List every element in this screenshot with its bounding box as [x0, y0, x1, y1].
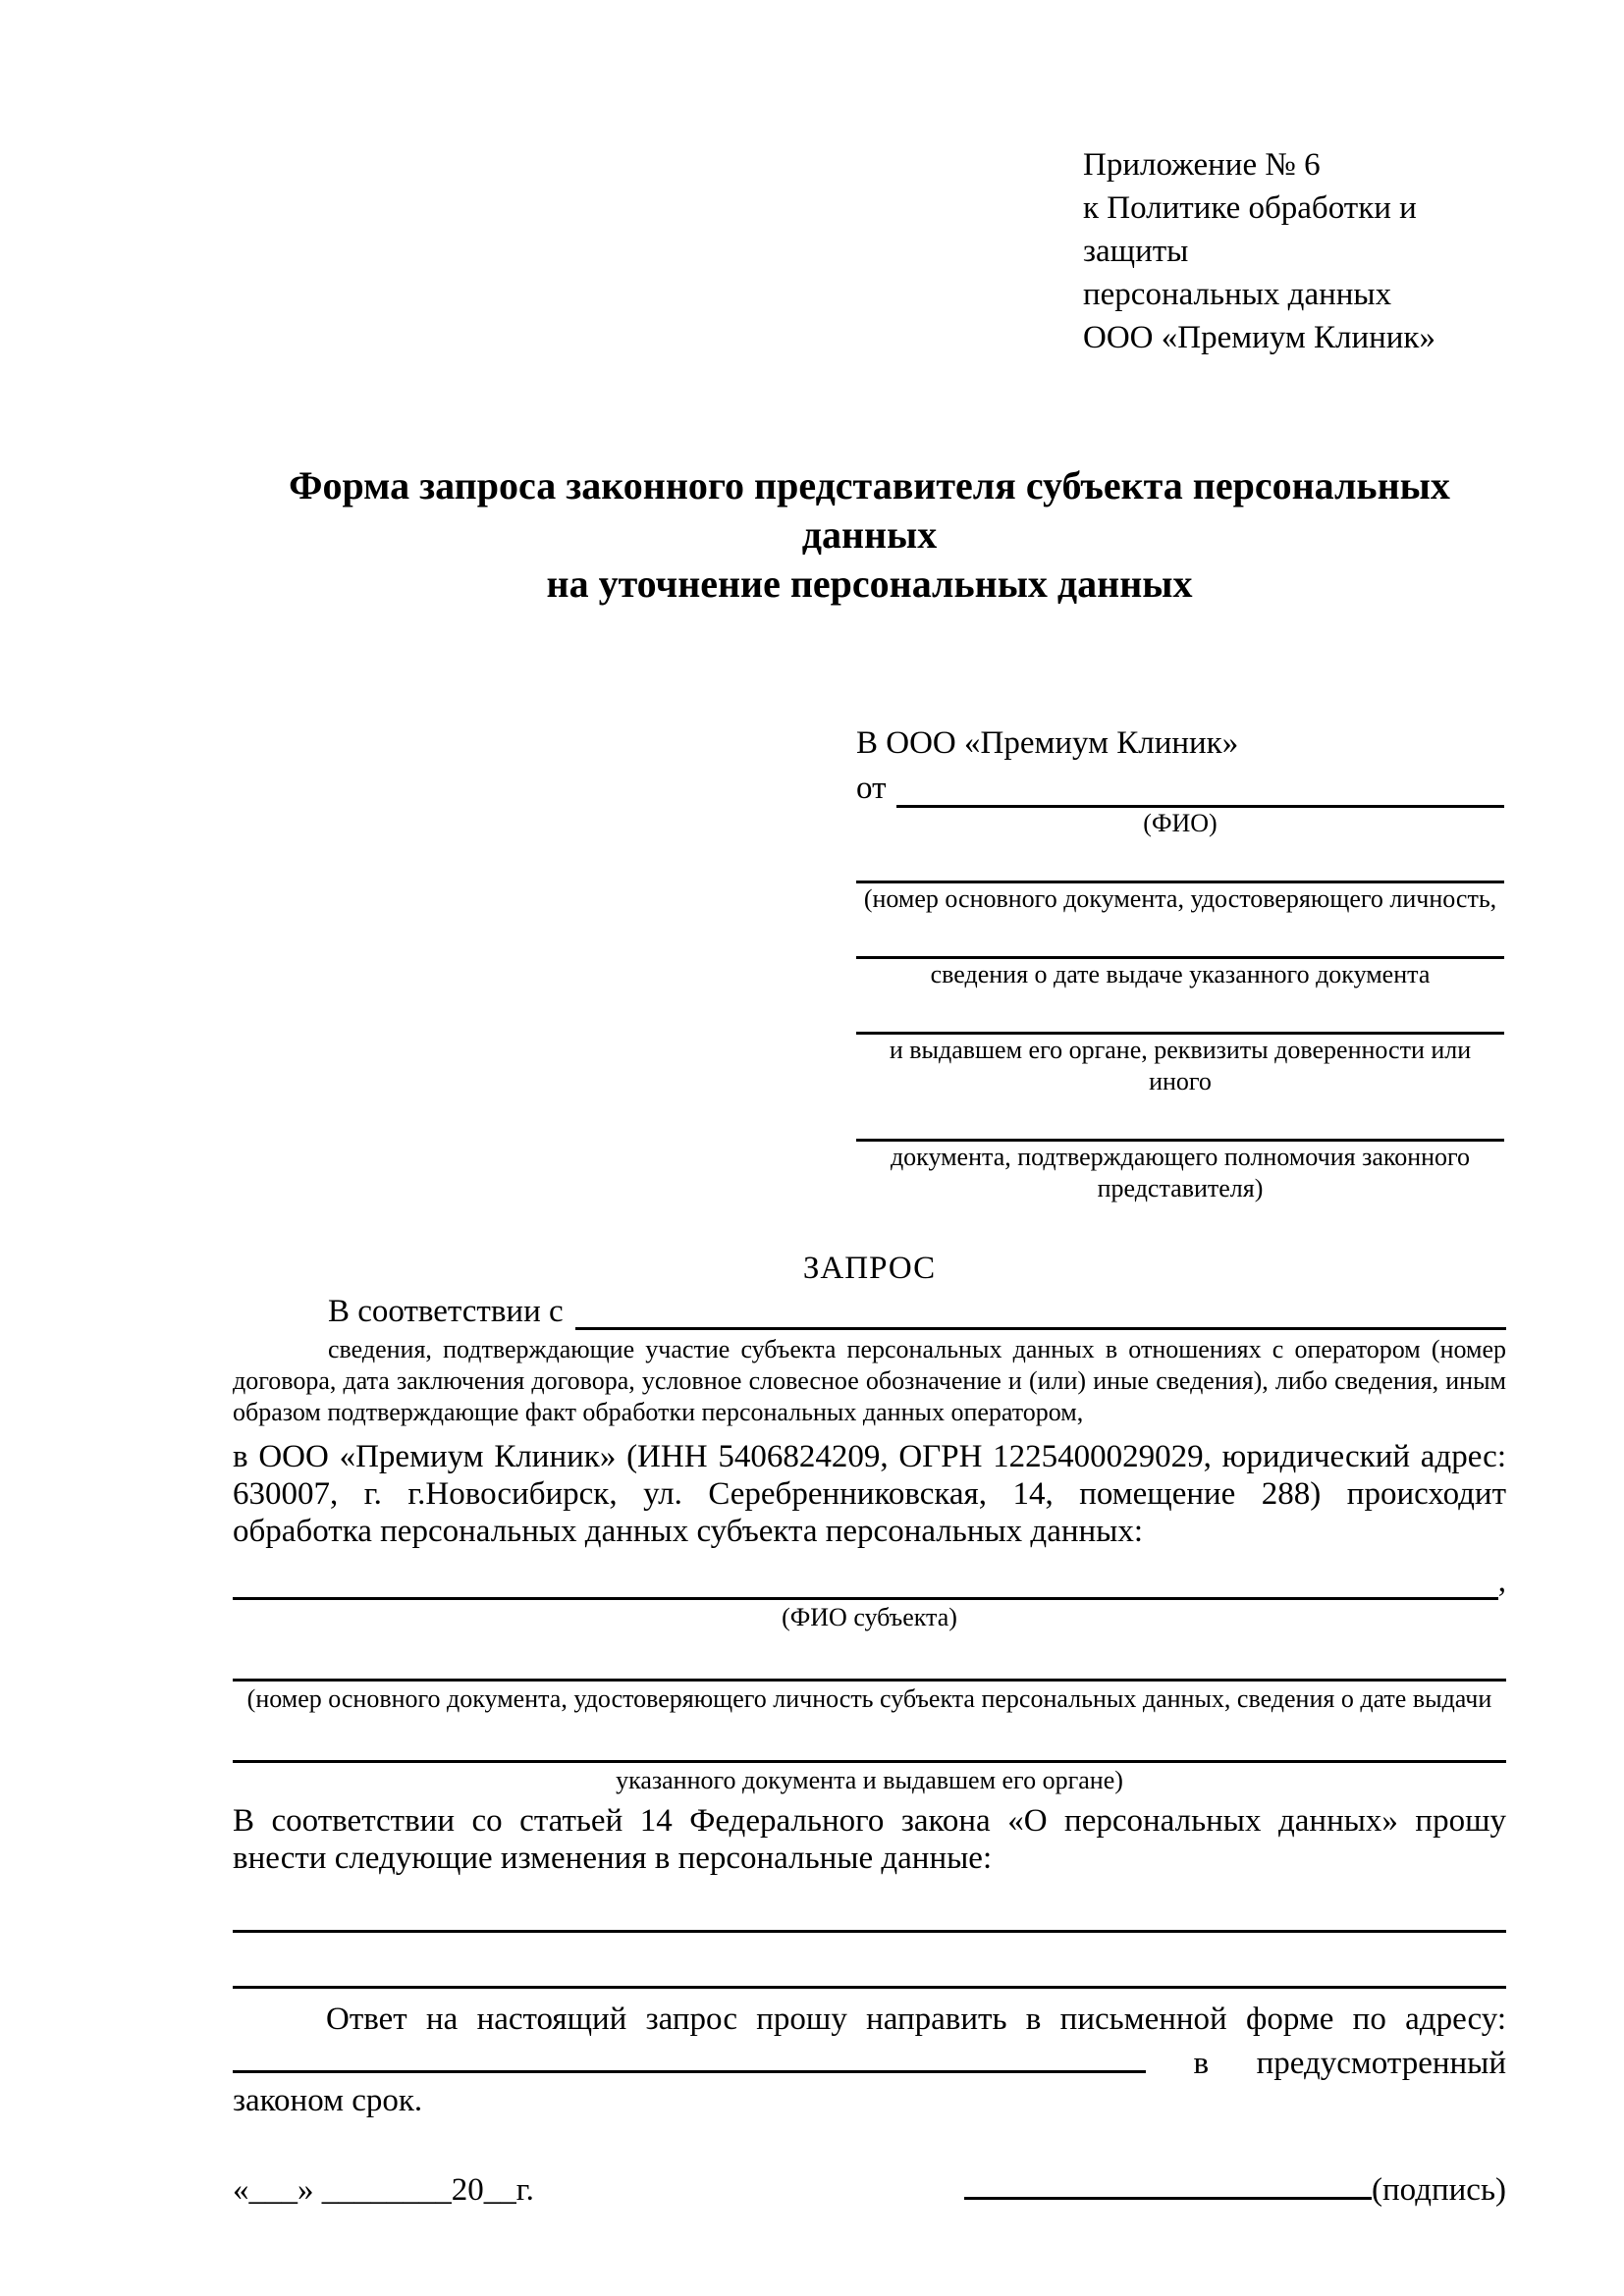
basis-row: [233, 1293, 1506, 1330]
appendix-line: к Политике обработки и защиты: [1083, 190, 1417, 269]
signature-caption: (подпись): [1372, 2172, 1506, 2209]
representative-doc-caption: и выдавшем его органе, реквизиты доверенности или иного: [889, 1035, 1472, 1095]
basis-lead: В соответствии с: [328, 1293, 564, 1329]
subject-fio-caption: (ФИО субъекта): [782, 1603, 957, 1632]
representative-doc-blank-field: [856, 915, 1504, 959]
basis-blank-field: [575, 1294, 1506, 1330]
from-name-blank-field: [896, 772, 1505, 808]
representative-doc-blank-field: [856, 839, 1504, 883]
reply-address-blank-field: [233, 2038, 1146, 2073]
signature-row: [233, 2164, 1506, 2209]
subject-fio-blank-field: [233, 1552, 1498, 1600]
addressee-organization: В ООО «Премиум Клиник»: [856, 725, 1239, 761]
changes-blank-field: [233, 1933, 1506, 1989]
subject-fio-row: [233, 1552, 1506, 1600]
from-label: от: [856, 771, 887, 807]
appendix-line: Приложение № 6: [1083, 147, 1321, 183]
operator-paragraph: в ООО «Премиум Клиник» (ИНН 5406824209, ОГРН 1225400029029, юридический адрес: 630007, г. г.Новосибирск, ул. Серебренниковская, 14, помещение 288) происходит обработка персональных данных субъекта персональных данных:: [233, 1439, 1506, 1550]
appendix-header: [1083, 143, 1506, 359]
signature-area: [964, 2164, 1506, 2209]
addressee-block: [856, 724, 1504, 1204]
changes-blank-field: [233, 1877, 1506, 1933]
basis-fineprint: сведения, подтверждающие участие субъекта персональных данных в отношениях с оператором (номер договора, дата заключения договора, условное словесное обозначение и (или) иные сведения), либо сведения, иным образом подтверждающие факт обработки персональных данных оператором,: [233, 1335, 1506, 1427]
signature-blank-field: [964, 2164, 1372, 2200]
appendix-line: ООО «Премиум Клиник»: [1083, 320, 1435, 355]
document-title-line-2: на уточнение персональных данных: [546, 561, 1193, 606]
appendix-line: персональных данных: [1083, 277, 1392, 312]
representative-doc-blank-field: [856, 990, 1504, 1035]
representative-doc-caption: сведения о дате выдаче указанного документа: [930, 959, 1431, 988]
representative-doc-caption: документа, подтверждающего полномочия законного представителя): [890, 1142, 1471, 1202]
request-paragraph: В соответствии со статьей 14 Федерального закона «О персональных данных» прошу внести следующие изменения в персональные данные:: [233, 1803, 1506, 1877]
representative-doc-blank-field: [856, 1097, 1504, 1142]
fio-caption: (ФИО): [1143, 808, 1218, 837]
request-heading: ЗАПРОС: [802, 1250, 937, 1286]
subject-doc-blank-field: [233, 1715, 1506, 1763]
reply-tail: в предусмотренный законом срок.: [233, 2046, 1506, 2119]
subject-doc-caption-2: указанного документа и выдавшем его органе): [616, 1766, 1123, 1795]
date-blank: «___» ________20__г.: [233, 2172, 534, 2209]
representative-doc-caption: (номер основного документа, удостоверяющего личность,: [863, 883, 1497, 913]
trailing-comma: ,: [1497, 1563, 1506, 1599]
document-title: [233, 461, 1506, 609]
reply-paragraph: [233, 2001, 1506, 2119]
subject-doc-caption-1: (номер основного документа, удостоверяющего личность субъекта персональных данных, сведения о дате выдачи: [246, 1684, 1492, 1714]
reply-lead: Ответ на настоящий запрос прошу направить в письменной форме по адресу:: [326, 2002, 1506, 2038]
subject-doc-blank-field: [233, 1633, 1506, 1682]
from-row: [856, 770, 1504, 807]
document-title-line-1: Форма запроса законного представителя субъекта персональных данных: [289, 463, 1450, 557]
